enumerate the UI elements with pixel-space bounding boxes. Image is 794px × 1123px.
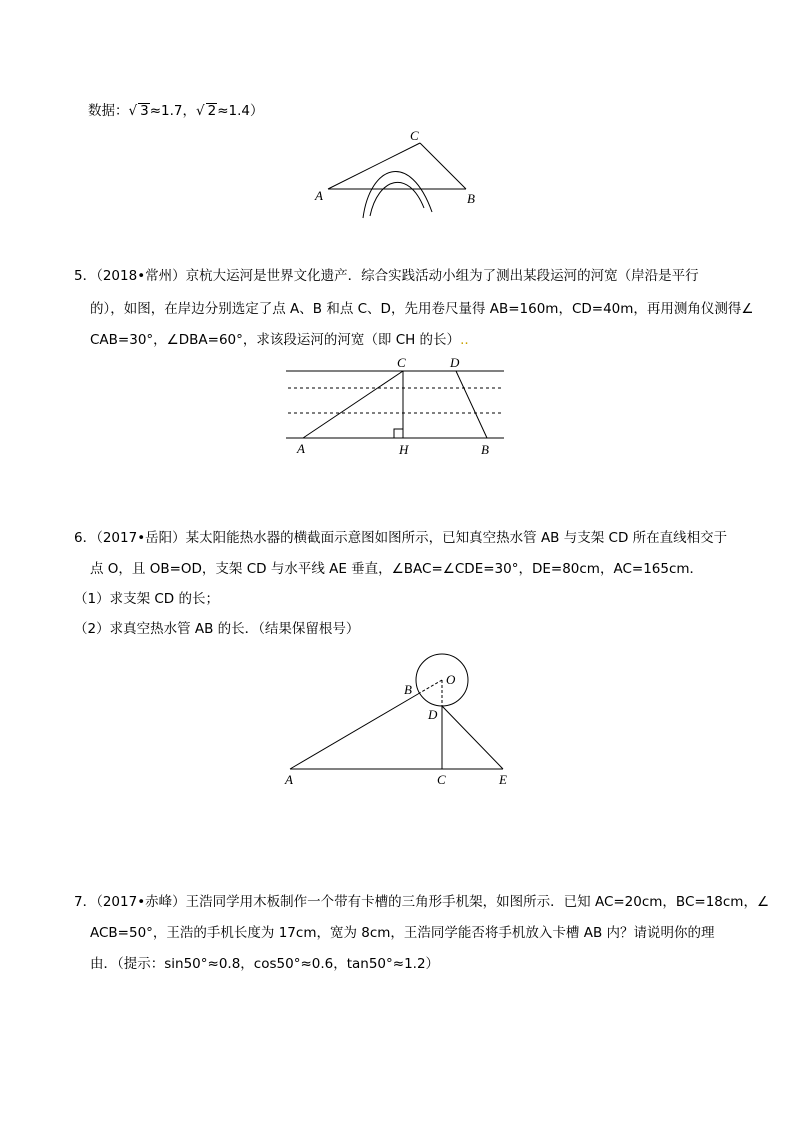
data-prefix: 数据： (88, 103, 129, 119)
label-D: D (428, 707, 438, 722)
label-A: A (315, 188, 323, 203)
segment-DE (442, 706, 503, 769)
segment-AB (290, 694, 418, 769)
label-A: A (285, 772, 293, 787)
label-B: B (467, 191, 475, 206)
label-B: B (404, 682, 412, 697)
q6-sub-1: （1）求支架 CD 的长； (74, 591, 219, 607)
q5-line-3-text: CAB=30°，∠DBA=60°，求该段运河的河宽（即 CH 的长） (90, 332, 461, 348)
q6-sub-2: （2）求真空热水管 AB 的长．（结果保留根号） (74, 621, 360, 637)
label-C: C (437, 772, 446, 787)
q5-line-1: 5．（2018•常州）京杭大运河是世界文化遗产．综合实践活动小组为了测出某段运河的河宽（岸沿是平行 (74, 268, 699, 284)
sqrt3-value: 3 (140, 103, 149, 119)
q7-line-1: 7．（2017•赤峰）王浩同学用木板制作一个带有卡槽的三角形手机架，如图所示．已知 AC=20cm，BC=18cm，∠ (74, 894, 770, 910)
label-A: A (297, 441, 305, 456)
q7-line-3: 由．（提示：sin50°≈0.8，cos50°≈0.6，tan50°≈1.2） (90, 956, 440, 972)
sqrt-symbol: √ (195, 103, 205, 119)
data-suffix: ≈1.4） (217, 103, 264, 119)
label-E: E (499, 772, 507, 787)
q6-line-2: 点 O，且 OB=OD，支架 CD 与水平线 AE 垂直，∠BAC=∠CDE=30°，DE=80cm，AC=165cm． (90, 561, 704, 577)
label-D: D (450, 355, 460, 370)
segment-BO-dashed (418, 680, 442, 694)
data-mid: ≈1.7， (149, 103, 196, 119)
label-H: H (399, 442, 409, 457)
q7-line-2: ACB=50°，王浩的手机长度为 17cm，宽为 8cm，王浩同学能否将手机放入卡槽 AB 内？请说明你的理 (90, 925, 715, 941)
label-C: C (397, 355, 406, 370)
sqrt-symbol: √ (128, 103, 138, 119)
q6-line-1: 6．（2017•岳阳）某太阳能热水器的横截面示意图如图所示，已知真空热水管 AB 与支架 CD 所在直线相交于 (74, 530, 728, 546)
label-C: C (410, 128, 419, 143)
label-O: O (446, 672, 456, 687)
q5-line-3-dots: .. (460, 332, 469, 348)
q5-line-2: 的），如图，在岸边分别选定了点 A、B 和点 C、D，先用卷尺量得 AB=160m，CD=40m，再用测角仪测得∠ (90, 301, 754, 317)
sqrt2-value: 2 (207, 103, 217, 119)
label-B: B (481, 442, 489, 457)
